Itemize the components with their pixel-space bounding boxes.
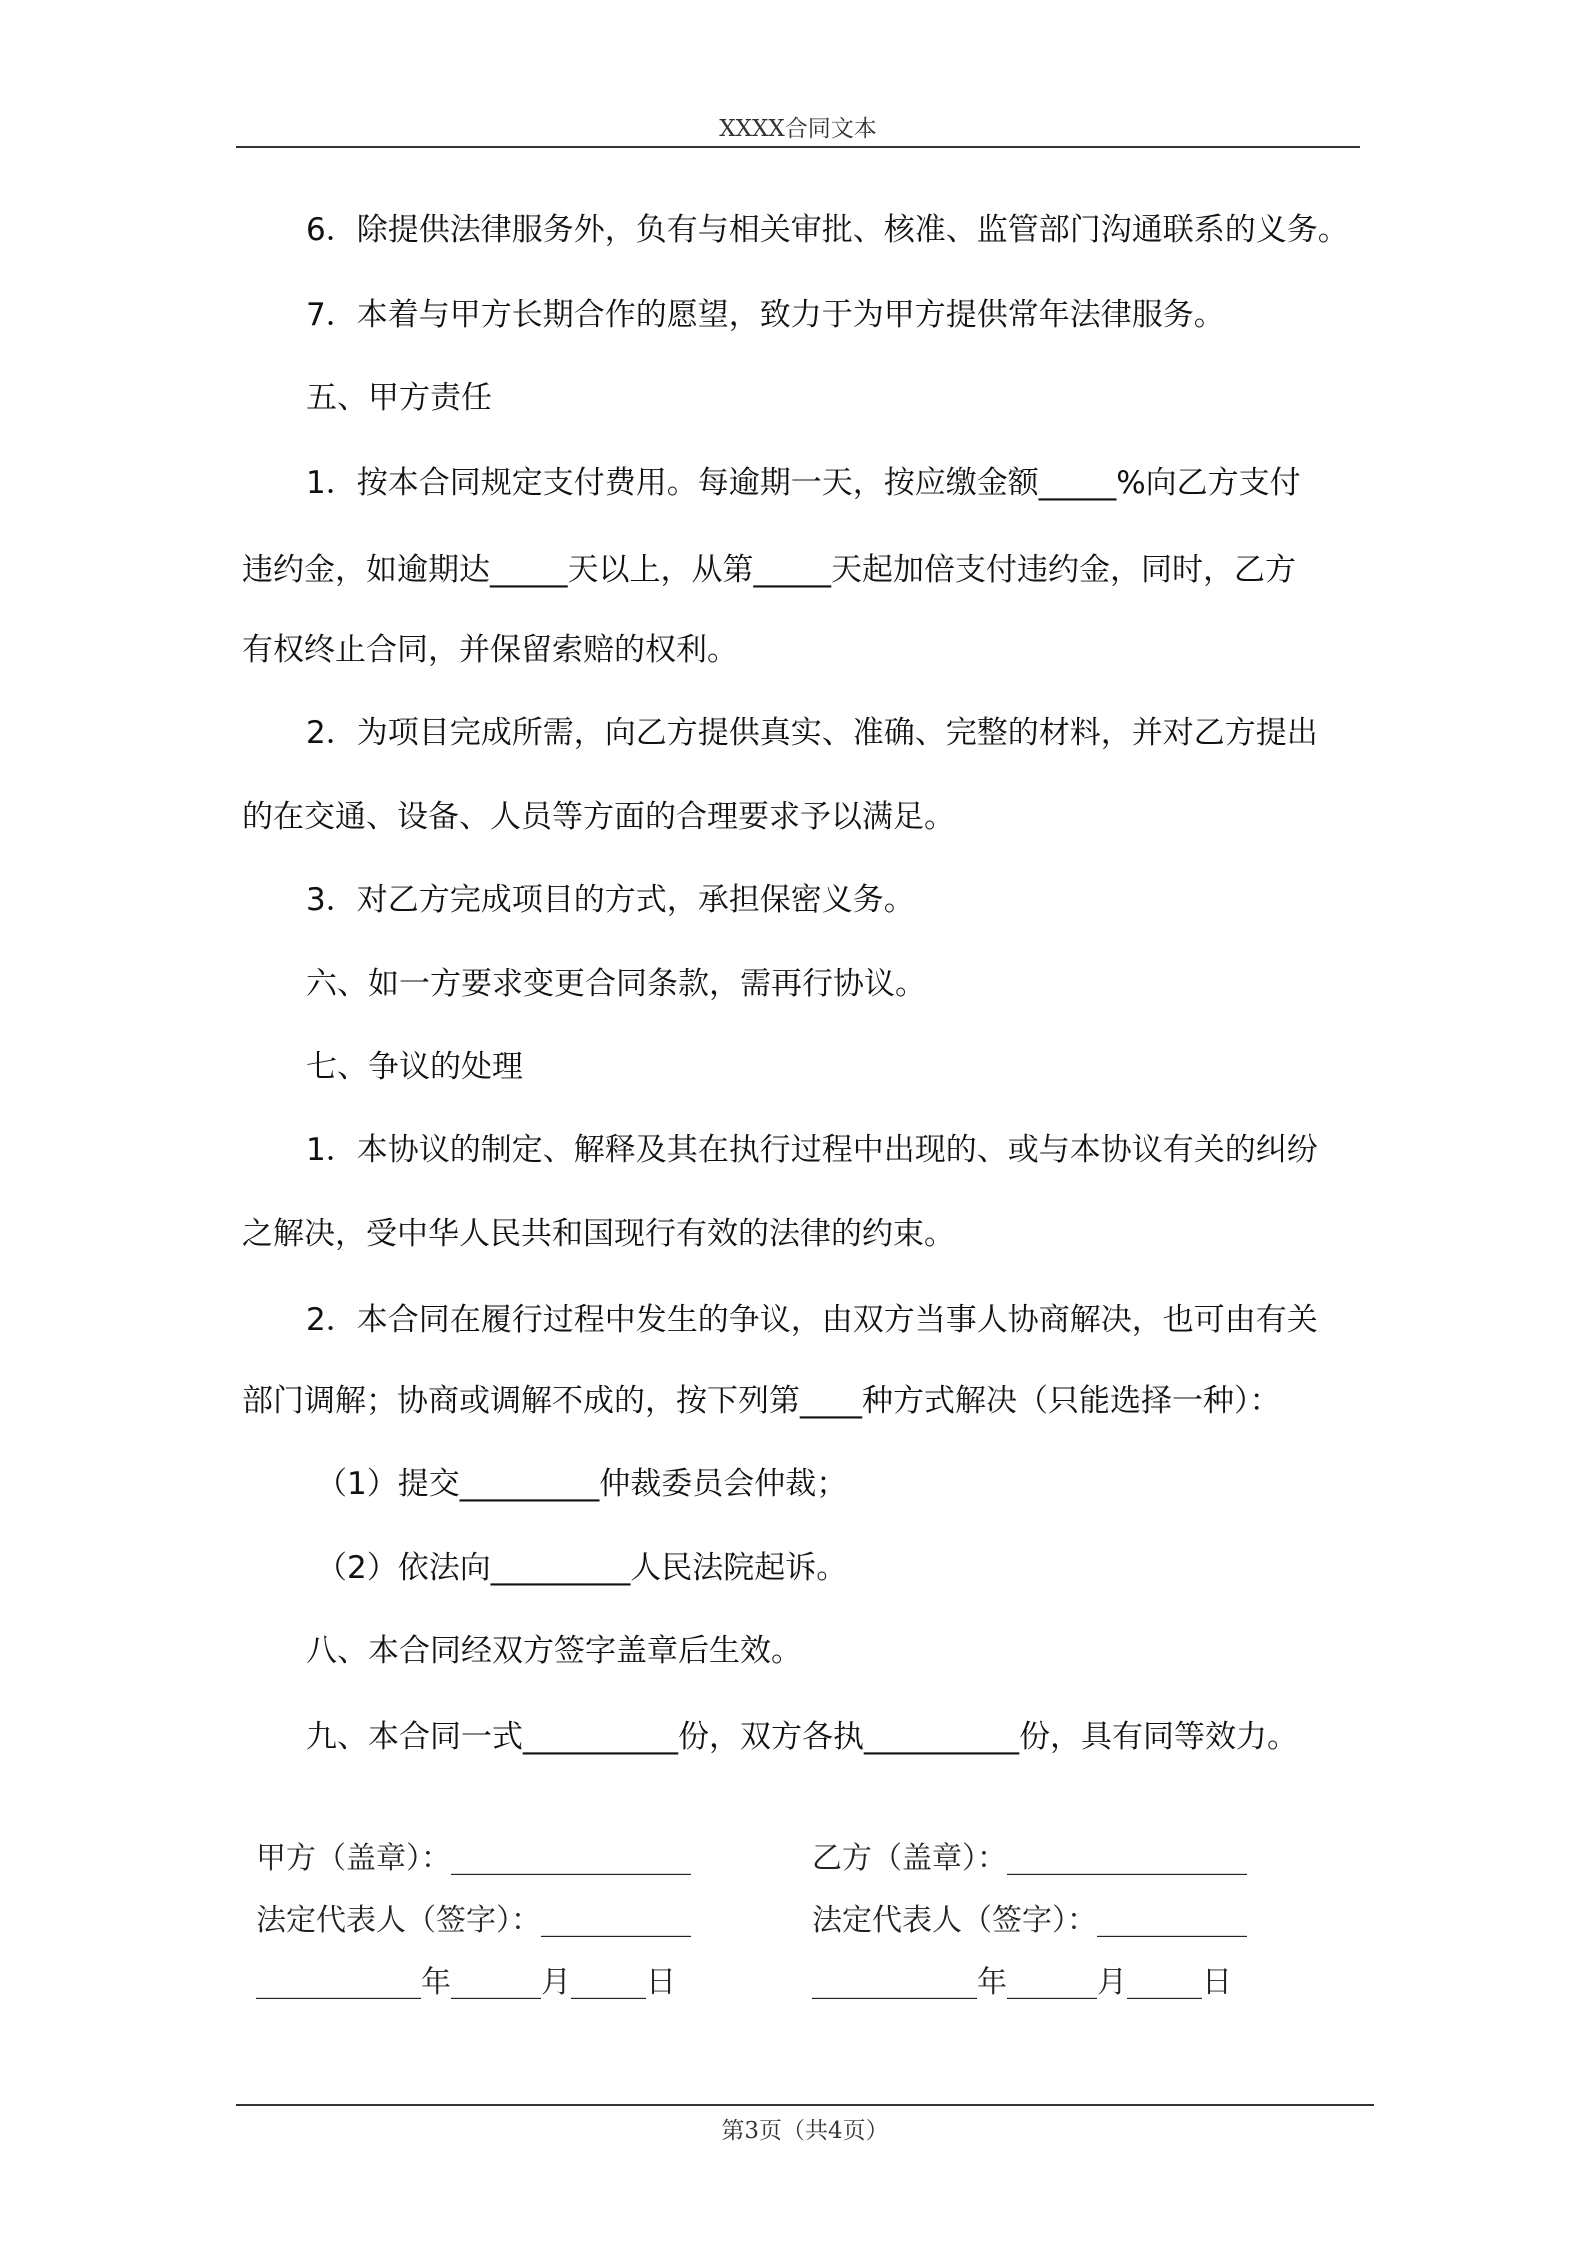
header-title: XXXX合同文本 — [719, 116, 877, 142]
party-a-duty-3: 3．对乙方完成项目的方式，承担保密义务。 — [306, 882, 915, 918]
party-b-date-line: ___________年______月_____日 — [812, 1965, 1232, 2000]
party-a-seal-line: 甲方（盖章）：________________ — [256, 1841, 691, 1876]
dispute-2-line-2: 部门调解；协商或调解不成的，按下列第____种方式解决（只能选择一种）： — [242, 1383, 1281, 1419]
section-6: 六、如一方要求变更合同条款，需再行协议。 — [306, 966, 926, 1002]
footer-divider — [236, 2104, 1374, 2106]
dispute-1-line-1: 1．本协议的制定、解释及其在执行过程中出现的、或与本协议有关的纠纷 — [306, 1132, 1318, 1168]
header-divider — [236, 146, 1360, 148]
party-a-representative-line: 法定代表人（签字）：__________ — [256, 1903, 691, 1938]
dispute-2-line-1: 2．本合同在履行过程中发生的争议，由双方当事人协商解决，也可由有关 — [306, 1302, 1318, 1338]
section-9: 九、本合同一式__________份，双方各执__________份，具有同等效力。 — [306, 1719, 1298, 1755]
section-5-heading: 五、甲方责任 — [306, 380, 492, 416]
clause-7: 7．本着与甲方长期合作的愿望，致力于为甲方提供常年法律服务。 — [306, 297, 1225, 333]
dispute-1-line-2: 之解决，受中华人民共和国现行有效的法律的约束。 — [242, 1216, 955, 1252]
section-7-heading: 七、争议的处理 — [306, 1049, 523, 1085]
party-a-duty-2-line-2: 的在交通、设备、人员等方面的合理要求予以满足。 — [242, 799, 955, 835]
dispute-option-2: （2）依法向_________人民法院起诉。 — [316, 1550, 848, 1586]
clause-6: 6．除提供法律服务外，负有与相关审批、核准、监管部门沟通联系的义务。 — [306, 212, 1349, 248]
party-a-duty-2-line-1: 2．为项目完成所需，向乙方提供真实、准确、完整的材料，并对乙方提出 — [306, 715, 1318, 751]
party-a-duty-1-line-2: 违约金，如逾期达_____天以上，从第_____天起加倍支付违约金，同时，乙方 — [242, 552, 1296, 588]
dispute-option-1: （1）提交_________仲裁委员会仲裁； — [316, 1466, 848, 1502]
party-b-representative-line: 法定代表人（签字）：__________ — [812, 1903, 1247, 1938]
page-number: 第3页（共4页） — [721, 2118, 889, 2144]
section-8: 八、本合同经双方签字盖章后生效。 — [306, 1633, 802, 1669]
party-a-date-line: ___________年______月_____日 — [256, 1965, 676, 2000]
party-a-duty-1-line-1: 1．按本合同规定支付费用。每逾期一天，按应缴金额_____%向乙方支付 — [306, 465, 1301, 501]
party-b-seal-line: 乙方（盖章）：________________ — [812, 1841, 1247, 1876]
party-a-duty-1-line-3: 有权终止合同，并保留索赔的权利。 — [242, 632, 738, 668]
